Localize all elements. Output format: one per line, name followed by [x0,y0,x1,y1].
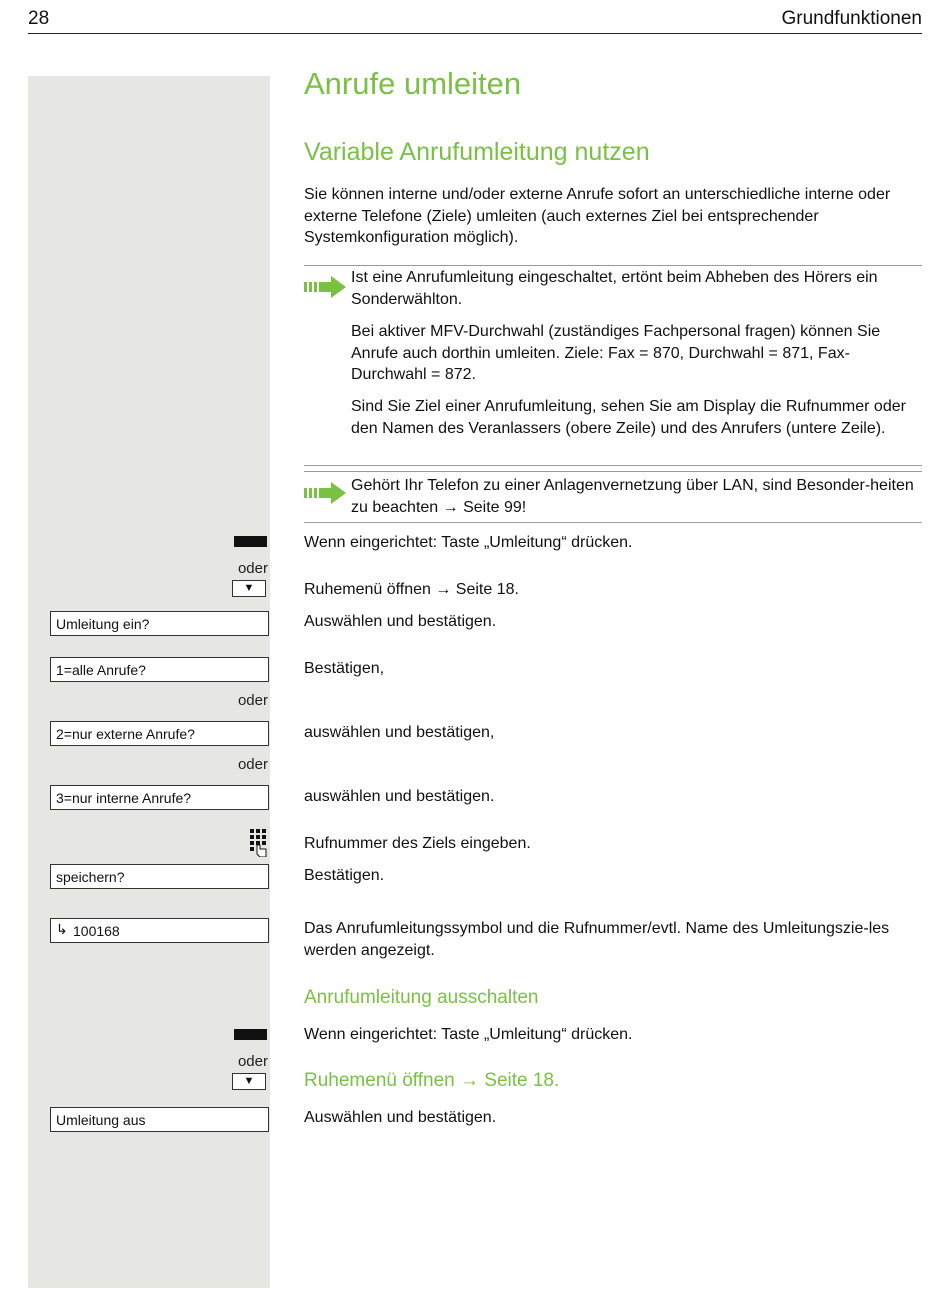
step-text: Ruhemenü öffnen → Seite 18. [304,581,519,598]
note-arrow-icon [304,482,346,504]
step-text: Auswählen und bestätigen. [304,1109,497,1126]
display-field: Umleitung aus [50,1107,269,1132]
step-text: Bestätigen, [304,660,385,677]
step-text: Rufnummer des Ziels eingeben. [304,835,531,852]
section-title: Variable Anrufumleitung nutzen [304,138,650,166]
display-field: 1=alle Anrufe? [50,657,269,682]
forward-number: 100168 [73,923,120,939]
forward-icon: ↳ [56,921,68,937]
note-rule [304,522,922,523]
display-field: Umleitung ein? [50,611,269,636]
note-paragraph: Bei aktiver MFV-Durchwahl (zuständiges Fachpersonal fragen) können Sie Anrufe auch dorthin umleiten. Ziele: Fax = 870, Durchwahl = 871, Fax-Durchwahl = 872. [351,323,881,383]
keypad-icon [249,829,269,857]
display-field [50,918,269,943]
note-paragraph: Sind Sie Ziel einer Anrufumleitung, sehen Sie am Display die Rufnummer oder den Namen des Veranlassers (obere Zeile) und des Anrufers (untere Zeile). [351,398,906,437]
intro-paragraph: Sie können interne und/oder externe Anrufe sofort an unterschiedliche interne oder externe Telefone (Ziele) umleiten (auch externes Ziel bei entsprechender Systemkonfiguration möglich). [304,186,891,246]
note-rule [304,465,922,466]
page-title: Anrufe umleiten [304,66,522,101]
step-text: Wenn eingerichtet: Taste „Umleitung“ drücken. [304,534,633,551]
section-name: Grundfunktionen [781,8,922,29]
step-text: Wenn eingerichtet: Taste „Umleitung“ drücken. [304,1026,633,1043]
step-text: auswählen und bestätigen, [304,724,495,741]
step-text: Auswählen und bestätigen. [304,613,497,630]
header-rule [28,33,922,34]
step-text: Das Anrufumleitungssymbol und die Rufnummer/evtl. Name des Umleitungszie-les werden angezeigt. [304,920,890,959]
page-number: 28 [28,8,50,29]
subsection-title: Ruhemenü öffnen → Seite 18. [304,1070,560,1091]
down-key-icon: ▼ [232,580,266,597]
subsection-title: Anrufumleitung ausschalten [304,987,539,1008]
note-paragraph: Gehört Ihr Telefon zu einer Anlagenvernetzung über LAN, sind Besonder-heiten zu beachten → Seite 99! [351,477,914,516]
note-paragraph: Ist eine Anrufumleitung eingeschaltet, ertönt beim Abheben des Hörers ein Sonderwählton. [351,269,878,308]
display-field: speichern? [50,864,269,889]
function-key-icon [234,536,267,547]
display-field: 3=nur interne Anrufe? [50,785,269,810]
oder-label: oder [237,692,268,709]
oder-label: oder [237,1053,268,1070]
function-key-icon [234,1029,267,1040]
note-arrow-icon [304,276,346,298]
display-field: 2=nur externe Anrufe? [50,721,269,746]
step-text: auswählen und bestätigen. [304,788,495,805]
oder-label: oder [237,560,268,577]
step-text: Bestätigen. [304,867,385,884]
oder-label: oder [237,756,268,773]
down-key-icon: ▼ [232,1073,266,1090]
note-rule [304,265,922,266]
note-rule [304,471,922,472]
